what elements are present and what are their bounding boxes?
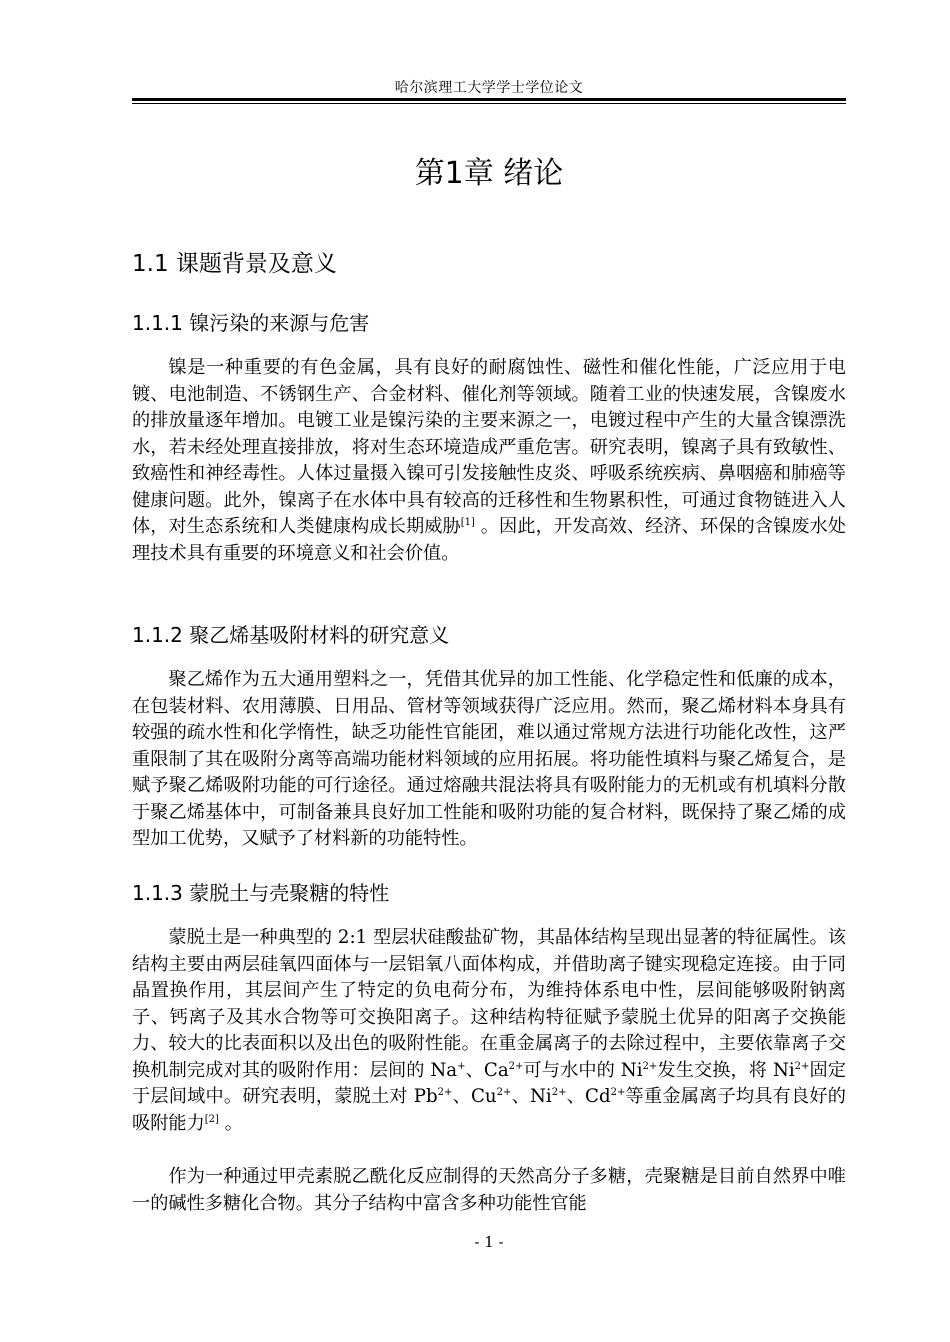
paragraph-text: 固定于层间域中。研究表明，蒙脱土对 Pb: [132, 1059, 846, 1107]
paragraph-text: 、Cu: [452, 1086, 497, 1107]
paragraph-text: 。: [218, 1112, 243, 1134]
paragraph-text: 镍是一种重要的有色金属，具有良好的耐腐蚀性、磁性和催化性能，广泛应用于电镀、电池制造、不锈钢生产、合金材料、催化剂等领域。随着工业的快速发展，含镍废水的排放量逐年增加。电镀工业是镍污染的主要来源之一，电镀过程中产生的大量含镍漂洗水，若未经处理直接排放，将对生态环境造成严重危害。研究表明，镍离子具有致敏性、致癌性和神经毒性。人体过量摄入镍可引发接触性皮炎、呼吸系统疾病、鼻咽癌和肺癌等健康问题。此外，镍离子在水体中具有较高的迁移性和生物累积性，可通过食物链进入人体，对生态系统和人类健康构成长期威胁: [132, 357, 846, 537]
paragraph-chitosan: 作为一种通过甲壳素脱乙酰化反应制得的天然高分子多糖，壳聚糖是目前自然界中唯一的碱性多糖化合物。其分子结构中富含多种功能性官能: [132, 1166, 846, 1214]
paragraph-text: 发生交换，将 Ni: [657, 1059, 795, 1081]
paragraph-text: 蒙脱土是一种典型的 2:1 型层状硅酸盐矿物，其晶体结构呈现出显著的特征属性。该结构主要由两层硅氧四面体与一层铝氧八面体构成，并借助离子键实现稳定连接。由于同晶置换作用，其层间产生了特定的负电荷分布，为维持体系电中性，层间能够吸附钠离子、钙离子及其水合物等可交换阳离子。这种结构特征赋予蒙脱土优异的阳离子交换能力、较大的比表面积以及出色的吸附性能。在重金属离子的去除过程中，主要依靠离子交换机制完成对其的吸附作用：层间的 Na: [132, 927, 846, 1081]
paragraph-polyethylene: 聚乙烯作为五大通用塑料之一，凭借其优异的加工性能、化学稳定性和低廉的成本，在包装材料、农用薄膜、日用品、管材等领域获得广泛应用。然而，聚乙烯材料本身具有较强的疏水性和化学惰性，缺乏功能性官能团，难以通过常规方法进行功能化改性，这严重限制了其在吸附分离等高端功能材料领域的应用拓展。将功能性填料与聚乙烯复合，是赋予聚乙烯吸附功能的可行途径。通过熔融共混法将具有吸附能力的无机或有机填料分散于聚乙烯基体中，可制备兼具良好加工性能和吸附功能的复合材料，既保持了聚乙烯的成型加工优势，又赋予了材料新的功能特性。: [132, 669, 846, 849]
charge-superscript: 2+: [642, 1060, 658, 1072]
page-number: - 1 -: [474, 1233, 504, 1251]
citation-ref: [1]: [460, 517, 475, 528]
subsection-heading-1-1-1: 1.1.1 镍污染的来源与危害: [132, 311, 370, 335]
charge-superscript: +: [457, 1060, 466, 1072]
paragraph-text: 等重金属离子均具有良好的吸附能力: [132, 1086, 846, 1134]
header-rule-thin: [132, 103, 846, 104]
charge-superscript: 2+: [437, 1087, 453, 1098]
paragraph-montmorillonite: [132, 925, 846, 1137]
subsection-heading-1-1-3: 1.1.3 蒙脱土与壳聚糖的特性: [132, 881, 390, 905]
section-heading-1-1: 1.1 课题背景及意义: [132, 251, 337, 277]
paragraph-text: 可与水中的 Ni: [523, 1059, 643, 1081]
citation-ref: [2]: [204, 1113, 219, 1125]
charge-superscript: 2+: [496, 1087, 512, 1098]
charge-superscript: 2+: [508, 1060, 524, 1072]
paragraph-text: 、Cd: [566, 1086, 611, 1107]
paragraph-text: 、Ca: [465, 1059, 509, 1081]
header-rule-thick: [132, 98, 846, 101]
paragraph-text: 、Ni: [511, 1086, 552, 1107]
paragraph-text: 。因此，开发高效、经济、环保的含镍废水处理技术具有重要的环境意义和社会价值。: [132, 516, 846, 564]
charge-superscript: 2+: [610, 1087, 626, 1098]
charge-superscript: 2+: [794, 1060, 810, 1072]
subsection-heading-1-1-2: 1.1.2 聚乙烯基吸附材料的研究意义: [132, 623, 450, 647]
charge-superscript: 2+: [551, 1087, 567, 1098]
running-header: 哈尔滨理工大学学士学位论文: [394, 80, 584, 96]
chapter-title: 第1章 绪论: [414, 156, 564, 191]
paragraph-nickel-pollution: [132, 355, 846, 567]
